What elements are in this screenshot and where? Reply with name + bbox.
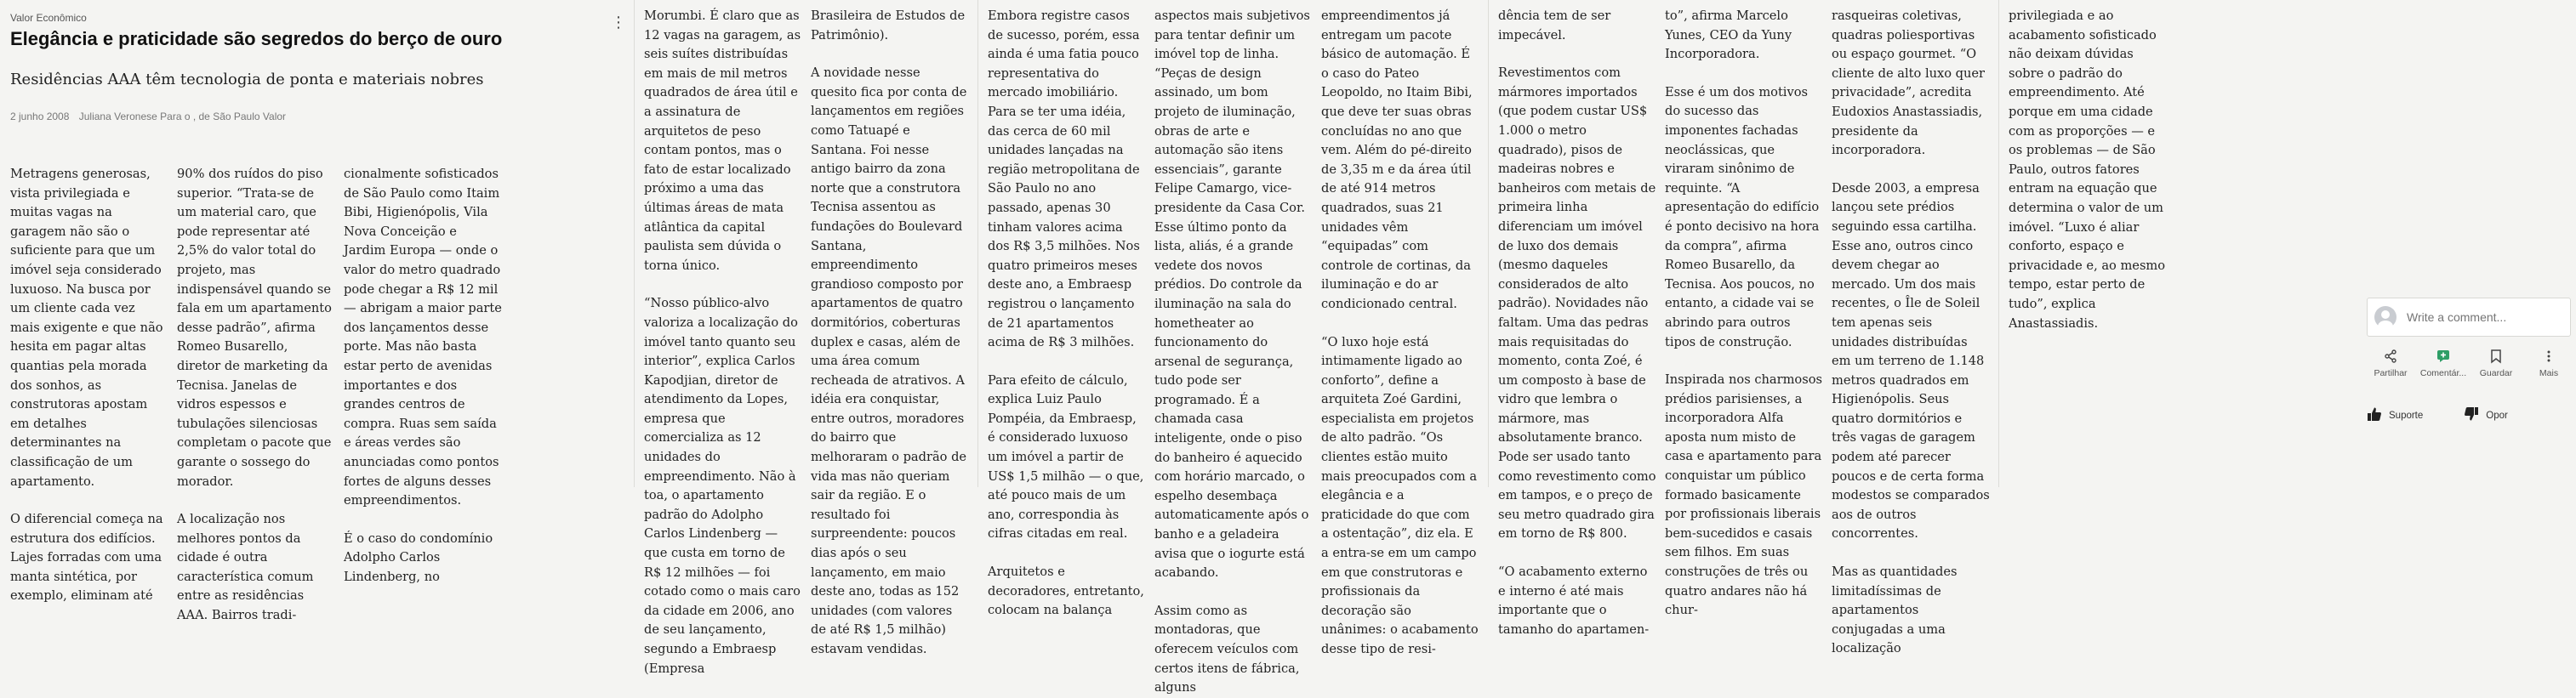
engagement-panel [2357,0,2576,487]
share-icon [2383,349,2398,364]
page-divider [634,0,635,487]
thumbs-down-icon [2464,406,2479,425]
paragraph: Embora registre casos de sucesso, porém, essa ainda é uma fatia pouco representativa do mercado imobiliário. Para se ter uma idéia, das cerca de 60 mil unidades lançadas na região metropolitana de São Paulo no ano passado, apenas 30 tinham valores acima dos R$ 3,5 milhões. Nos quatro primeiros meses deste ano, a Embraesp registrou o lançamento de 21 apartamentos acima de R$ 3 milhões. [988,9,1140,350]
support-button[interactable] [2367,406,2423,425]
avatar [2374,306,2396,328]
paragraph: A novidade nesse quesito fica por conta de lançamentos em regiões como Tatuapé e Santana. Foi nesse antigo bairro da zona norte que a construtora Tecnisa assentou as fundações do Boulevard Santana, empreendimento grandioso composto por apartamentos de quatro dormitórios, coberturas duplex e casas, além de uma área comum recheada de atrativos. A idéia era conquistar, entre outros, moradores do bairro que melhoraram o padrão de vida mas não queriam sair da região. E o resultado foi surpreendente: poucos dias após o seu lançamento, em maio deste ano, todas as 152 unidades (com valores de até R$ 1,5 milhão) estavam vendidas. [811,65,967,656]
save-label: Guardar [2479,368,2513,378]
paragraph: A localização nos melhores pontos da cidade é outra característica comum entre as residências AAA. Bairros tradi- [177,512,314,623]
action-bar [2368,349,2571,378]
paragraph: dência tem de ser impecável. [1498,9,1611,43]
paragraph: Mas as quantidades limitadíssimas de apartamentos conjugadas a uma localização [1832,565,1958,656]
article-column-10 [1665,7,1823,618]
more-label: Mais [2539,368,2559,378]
save-button[interactable] [2474,349,2518,378]
byline [10,111,631,122]
paragraph: rasqueiras coletivas, quadras poliesportivas ou espaço gourmet. “O cliente de alto luxo quer privacidade”, acredita Eudoxios Anastassiadis, presidente da incorporadora. [1832,9,1986,158]
paragraph: Esse é um dos motivos do sucesso das imponentes fachadas neoclássicas, que viraram sinônimo de requinte. “A apresentação do edifício é ponto decisivo na hora da compra”, afirma Romeo Busarello, da Tecnisa. Aos poucos, no entanto, a cidade vai se abrindo para outros tipos de construção. [1665,84,1820,349]
paragraph: Revestimentos com mármores importados (que podem custar US$ 1.000 o metro quadrado), pisos de madeiras nobres e banheiros com metais de primeira linha diferenciam um imóvel de luxo dos demais (mesmo daqueles considerados de alto padrão). Novidades não faltam. Uma das pedras mais requisitadas do momento, conta Zoé, é um composto à base de vidro que lembra o mármore, mas absolutamente branco. Pode ser usado tanto como revestimento como em tampos, e o preço de seu metro quadrado gira em torno de R$ 800. [1498,65,1656,542]
article-subtitle: Residências AAA têm tecnologia de ponta e materiais nobres [10,71,484,88]
comment-box[interactable] [2367,298,2571,337]
comment-button[interactable] [2421,349,2465,378]
paragraph: Arquitetos e decoradores, entretanto, colocam na balança [988,565,1144,618]
share-label: Partilhar [2374,368,2408,378]
article-column-6 [988,7,1146,618]
more-options-icon[interactable]: ⋮ [611,14,626,31]
paragraph: empreendimentos já entregam um pacote básico de automação. É o caso do Pateo Leopoldo, no Itaim Bibi, que deve ter suas obras concluídas no ano que vem. Além do pé-direito de 3,35 m e da área útil de até 914 metros quadrados, suas 21 unidades vêm “equipadas” com controle de cortinas, da iluminação e do ar condicionado central. [1321,9,1473,311]
page-divider [1998,0,1999,487]
paragraph: to”, afirma Marcelo Yunes, CEO da Yuny Incorporadora. [1665,9,1792,62]
paragraph: “O luxo hoje está intimamente ligado ao conforto”, define a arquiteta Zoé Gardini, especialista em projetos de alto padrão. “Os clientes estão muito mais preocupados com a elegância e a praticidade do que com a ostentação”, diz ela. E a entra-se em um campo em que construtoras e profissionais da decoração são unânimes: o acabamento desse tipo de resi- [1321,334,1479,656]
comment-input[interactable] [2405,309,2570,325]
more-button[interactable] [2527,349,2571,378]
paragraph: Brasileira de Estudos de Patrimônio). [811,9,966,43]
oppose-label: Opor [2486,411,2508,421]
paragraph: Para efeito de cálculo, explica Luiz Paulo Pompéia, da Embraesp, é considerado luxuoso um imóvel a partir de US$ 1,5 milhão — o que, até pouco mais de um ano, correspondia às cifras citadas em real. [988,372,1144,542]
page-divider [977,0,978,487]
thumbs-up-icon [2367,406,2382,425]
paragraph: Metragens generosas, vista privilegiada e muitas vagas na garagem não são o suficiente para que um imóvel seja considerado luxuoso. Na busca por um cliente cada vez mais exigente e que não hesita em pagar altas quantias pela morada dos sonhos, as construtoras apostam em detalhes determinantes na classificação de um apartamento. [10,167,163,489]
support-label: Suporte [2389,411,2424,421]
paragraph: O diferencial começa na estrutura dos edifícios. Lajes forradas com uma manta sintética, por exemplo, eliminam até [10,512,163,604]
page-divider [1488,0,1489,487]
comment-label: Comentár... [2419,368,2467,378]
more-icon [2541,349,2556,364]
article-title: Elegância e praticidade são segredos do berço de ouro [10,28,503,49]
section-label: Valor Econômico [10,12,87,24]
paragraph: aspectos mais subjetivos para tentar definir um imóvel top de linha. “Peças de design assinado, um bom projeto de iluminação, obras de arte e automação são itens essenciais”, garante Felipe Camargo, vice-presidente da Casa Cor. Esse último ponto da lista, aliás, é a grande vedete dos novos prédios. Do controle da iluminação na sala do hometheater ao funcionamento do arsenal de segurança, tudo pode ser programado. É a chamada casa inteligente, onde o piso do banheiro é aquecido com horário marcado, o espelho desembaça automaticamente após o banho e a geladeira avisa que o iogurte está acabando. [1154,9,1310,581]
article-column-1 [10,165,168,604]
article-authors: Juliana Veronese Para o , de São Paulo Valor [78,111,287,122]
bookmark-icon [2488,349,2504,364]
paragraph: É o caso do condomínio Adolpho Carlos Lindenberg, no [344,531,493,584]
paragraph: “O acabamento externo e interno é até mais importante que o tamanho do apartamen- [1498,565,1650,637]
article-column-8 [1321,7,1479,656]
paragraph: Assim como as montadoras, que oferecem veículos com certos itens de fábrica, alguns [1154,603,1300,695]
article-column-9 [1498,7,1656,637]
article-column-5 [811,7,969,656]
paragraph: Desde 2003, a empresa lançou sete prédios seguindo essa cartilha. Esse ano, outros cinco devem chegar ao mercado. Um dos mais recentes, o Île de Soleil tem apenas seis unidades distribuídas em um terreno de 1.148 metros quadrados em Higienópolis. Seus quatro dormitórios e três vagas de garagem podem até parecer poucos e de certa forma modestos se comparados aos de outros concorrentes. [1832,180,1990,542]
article-column-12 [2009,7,2167,483]
article-column-3 [344,165,502,584]
share-button[interactable] [2368,349,2413,378]
comment-icon [2436,349,2451,364]
oppose-button[interactable] [2464,406,2508,425]
article-column-7 [1154,7,1313,695]
paragraph: 90% dos ruídos do piso superior. “Trata-se de um material caro, que pode representar até 2,5% do valor total do projeto, mas indispensável quando se fala em um apartamento desse padrão”, afirma Romeo Busarello, diretor de marketing da Tecnisa. Janelas de vidros espessos e tubulações silenciosas completam o pacote que garante o sossego do morador. [177,167,332,489]
paragraph: “Nosso público-alvo valoriza a localização do imóvel tanto quanto seu interior”, explica Carlos Kapodjian, diretor de atendimento da Lopes, empresa que comercializa as 12 unidades do empreendimento. Não à toa, o apartamento padrão do Adolpho Carlos Lindenberg — que custa em torno de R$ 12 milhões — foi cotado como o mais caro da cidade em 2006, ano de seu lançamento, segundo a Embraesp (Empresa [644,296,801,676]
paragraph: cionalmente sofisticados de São Paulo como Itaim Bibi, Higienópolis, Vila Nova Conceição e Jardim Europa — onde o valor do metro quadrado pode chegar a R$ 12 mil — abrigam a maior parte dos lançamentos desse porte. Mas não basta estar perto de avenidas importantes e dos grandes centros de compra. Ruas sem saída e áreas verdes são anunciadas como pontos fortes de alguns desses empreendimentos. [344,167,502,508]
paragraph: Morumbi. É claro que as 12 vagas na garagem, as seis suítes distribuídas em mais de mil metros quadrados de área útil e a assinatura de arquitetos de peso contam pontos, mas o fato de estar localizado próximo a uma das últimas áreas de mata atlântica da capital paulista sem dúvida o torna único. [644,9,801,273]
paragraph: Inspirada nos charmosos prédios parisienses, a incorporadora Alfa aposta num misto de casa e apartamento para conquistar um público formado basicamente por profissionais liberais bem-sucedidos e casais sem filhos. Em suas construções de três ou quatro andares não há chur- [1665,372,1822,618]
article-column-11 [1832,7,1990,656]
article-column-2 [177,165,335,623]
article-header [10,12,631,122]
paragraph: privilegiada e ao acabamento sofisticado não deixam dúvidas sobre o padrão do empreendimento. Até porque em uma cidade com as proporções — e os problemas — de São Paulo, outros fatores entram na equação que determina o valor de um imóvel. “Luxo é aliar conforto, espaço e privacidade e, ao mesmo tempo, estar perto de tudo”, explica Anastassiadis. [2009,9,2166,331]
vote-bar [2367,406,2569,425]
article-column-4 [644,7,802,676]
article-date: 2 junho 2008 [10,111,70,122]
